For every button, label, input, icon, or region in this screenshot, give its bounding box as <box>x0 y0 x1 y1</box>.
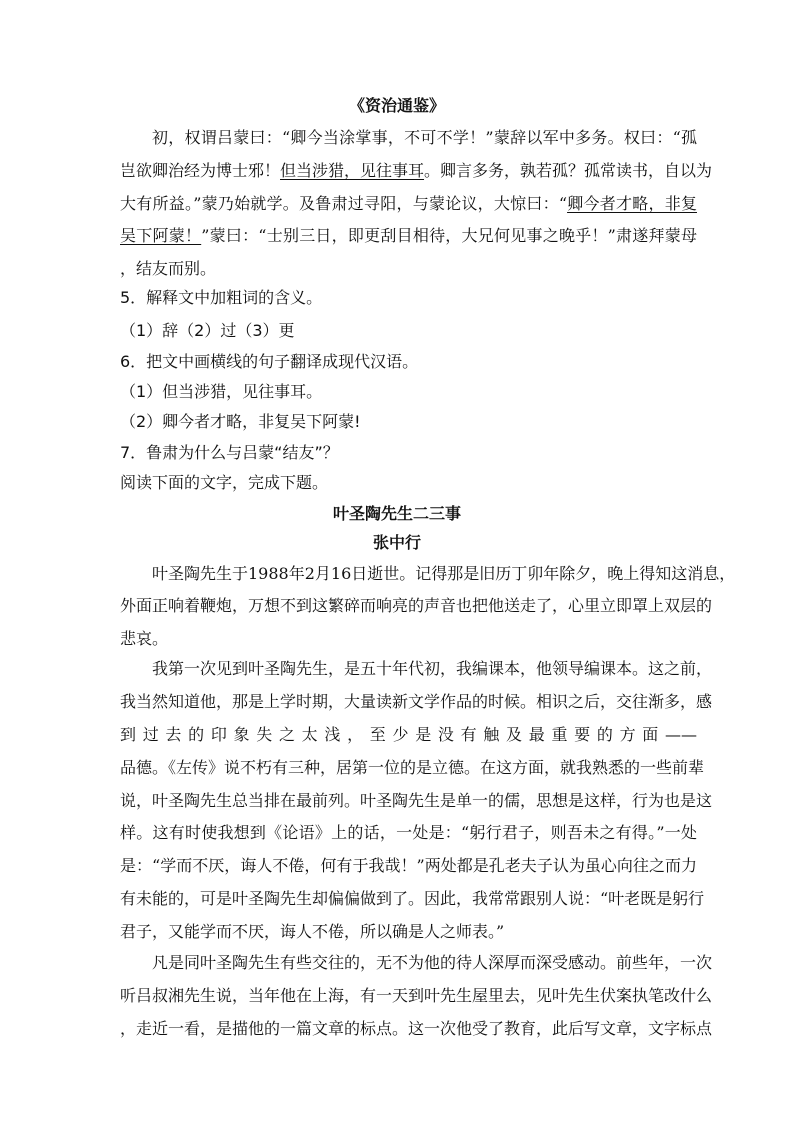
underlined-sentence-2a: 卿今者才略，非复 <box>567 194 697 213</box>
passage1-line-1 <box>120 130 697 146</box>
passage2-line-2: 外面正响着鞭炮，万想不到这繁碎而响亮的声音也把他送走了，心里立即罩上双层的 <box>120 596 713 615</box>
passage2-line-3: 悲哀。 <box>120 629 169 648</box>
question-6-item-2: （2）卿今者才略，非复吴下阿蒙! <box>120 412 361 431</box>
passage1-line-4-text: ”蒙曰：“士别三日，即更刮目相待，大兄何见事之晚乎！”肃遂拜蒙母 <box>201 226 697 245</box>
passage2-line-6: 到过去的印象失之太浅，至少是没有触及最重要的方面—— <box>120 725 697 744</box>
passage2-line-10: 是：“学而不厌，诲人不倦，何有于我哉！”两处都是孔老夫子认为虽心向往之而力 <box>120 856 697 875</box>
question-7: 7．鲁肃为什么与吕蒙“结友”？ <box>120 443 339 462</box>
passage2-title: 叶圣陶先生二三事 <box>332 504 461 523</box>
passage2-line-4: 我第一次见到叶圣陶先生，是五十年代初，我编课本，他领导编课本。这之前， <box>152 659 713 678</box>
passage2-line-12: 君子，又能学而不厌，诲人不倦，所以确是人之师表。” <box>120 922 505 941</box>
passage2-line-5: 我当然知道他，那是上学时期，大量读新文学作品的时候。相识之后，交往渐多，感 <box>120 692 713 711</box>
question-5: 5．解释文中加粗词的含义。 <box>120 288 323 307</box>
passage2-line-13: 凡是同叶圣陶先生有些交往的，无不为他的待人深厚而深受感动。前些年，一次 <box>152 953 713 972</box>
passage1-line-1-text: 初，权谓吕蒙曰：“卿今当涂掌事，不可不学！”蒙辞以军中多务。权曰：“孤 <box>152 128 697 147</box>
passage2-line-8: 说，叶圣陶先生总当排在最前列。叶圣陶先生是单一的儒，思想是这样，行为也是这 <box>120 791 713 810</box>
passage1-line-5 <box>120 261 216 277</box>
passage2-line-1: 叶圣陶先生于1988年2月16日逝世。记得那是旧历丁卯年除夕，晚上得知这消息， <box>152 564 736 583</box>
passage2-line-9: 样。这有时使我想到《论语》上的话，一处是：“躬行君子，则吾未之有得。”一处 <box>120 823 697 842</box>
passage1-line-2-text-a: 岂欲卿治经为博士邪！ <box>120 161 281 180</box>
question-5-items: （1）辞（2）过（3）更 <box>120 321 295 340</box>
passage1-line-5-text: ，结友而别。 <box>120 259 217 278</box>
underlined-sentence-1: 但当涉猎，见往事耳 <box>280 161 425 180</box>
passage2-line-11: 有未能的，可是叶圣陶先生却偏偏做到了。因此，我常常跟别人说：“叶老既是躬行 <box>120 889 705 908</box>
passage1-line-2-text-b: 。卿言多务，孰若孤？孤常读书，自以为 <box>424 161 713 180</box>
underlined-sentence-2b: 吴下阿蒙！ <box>120 226 202 245</box>
passage1-title: 《资治通鉴》 <box>348 96 445 115</box>
passage2-author: 张中行 <box>372 533 421 552</box>
passage1-line-3-text: 大有所益。”蒙乃始就学。及鲁肃过寻阳，与蒙论议，大惊曰：“ <box>120 194 568 213</box>
passage2-line-7: 品德。《左传》说不朽有三种，居第一位的是立德。在这方面，就我熟悉的一些前辈 <box>120 758 705 777</box>
passage1-line-4 <box>120 228 697 244</box>
question-6: 6．把文中画横线的句子翻译成现代汉语。 <box>120 352 419 371</box>
passage1-line-2 <box>120 161 713 180</box>
reading-instruction: 阅读下面的文字，完成下题。 <box>120 473 329 492</box>
passage2-line-14: 听吕叔湘先生说，当年他在上海，有一天到叶先生屋里去，见叶先生伏案执笔改什么 <box>120 986 713 1005</box>
passage2-line-15: ，走近一看，是描他的一篇文章的标点。这一次他受了教育，此后写文章，文字标点 <box>120 1019 713 1038</box>
question-6-item-1: （1）但当涉猎，见往事耳。 <box>120 382 323 401</box>
passage1-line-3 <box>120 196 697 212</box>
